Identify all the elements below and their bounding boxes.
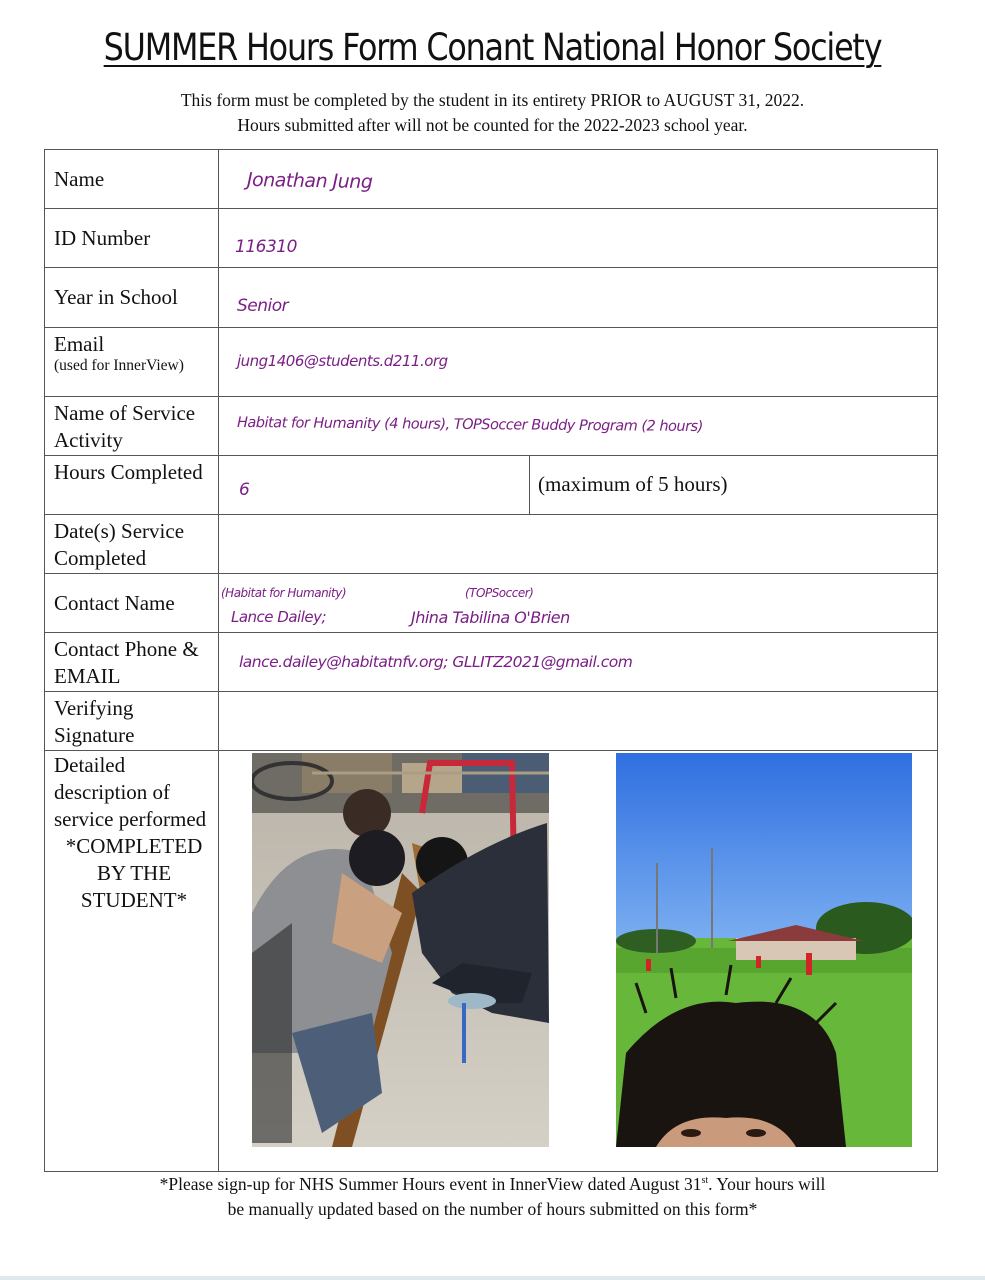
label-contact-phone: Contact Phone & EMAIL: [45, 633, 219, 692]
handwritten-contact-emails: lance.dailey@habitatnfv.org; GLLITZ2021@gmail.com: [239, 653, 633, 671]
handwritten-org-1: (Habitat for Humanity): [221, 586, 347, 600]
row-signature: [45, 692, 938, 751]
row-name: [45, 150, 938, 209]
label-id-number: ID Number: [45, 209, 219, 268]
footer-line-2: be manually updated based on the number of hours submitted on this form*: [227, 1199, 758, 1219]
field-dates[interactable]: [219, 515, 938, 574]
footer-line-1: *Please sign-up for NHS Summer Hours event in InnerView dated August 31st. Your hours will: [159, 1174, 826, 1194]
field-contact-phone[interactable]: [219, 633, 938, 692]
label-description: Detailed description of service performed *COMPLETED BY THE STUDENT*: [45, 751, 219, 1172]
instructions-line-2: Hours submitted after will not be counted for the 2022-2023 school year.: [237, 115, 748, 135]
hours-form-table: [44, 149, 938, 1172]
description-note: *COMPLETED BY THE STUDENT*: [65, 834, 203, 912]
habitat-workshop-image: [252, 753, 549, 1147]
field-name[interactable]: [219, 150, 938, 209]
max-hours-cell: [530, 456, 938, 515]
handwritten-service: Habitat for Humanity (4 hours), TOPSoccer Buddy Program (2 hours): [236, 414, 703, 436]
row-email: [45, 328, 938, 397]
label-contact-name: Contact Name: [45, 574, 219, 633]
row-hours: [45, 456, 938, 515]
email-note: (used for InnerView): [54, 357, 184, 374]
handwritten-contact-1: Lance Dailey;: [231, 608, 327, 626]
page-bottom-edge: [0, 1276, 985, 1280]
handwritten-year: Senior: [237, 296, 289, 316]
field-year[interactable]: [219, 268, 938, 328]
handwritten-contact-2: Jhina Tabilina O'Brien: [411, 608, 570, 627]
row-service: [45, 397, 938, 456]
field-hours[interactable]: [219, 456, 530, 515]
label-hours: Hours Completed: [45, 456, 219, 515]
soccer-field-image: [616, 753, 912, 1147]
label-signature: Verifying Signature: [45, 692, 219, 751]
row-dates: [45, 515, 938, 574]
row-id: [45, 209, 938, 268]
row-description: [45, 751, 938, 1172]
row-contact-name: [45, 574, 938, 633]
field-email[interactable]: [219, 328, 938, 397]
handwritten-org-2: (TOPSoccer): [465, 586, 534, 600]
soccer-field-photo: [616, 753, 912, 1147]
field-service-activity[interactable]: [219, 397, 938, 456]
handwritten-id: 116310: [235, 237, 297, 257]
label-email: Email (used for InnerView): [45, 328, 219, 397]
field-id-number[interactable]: [219, 209, 938, 268]
label-service-activity: Name of Service Activity: [45, 397, 219, 456]
label-dates: Date(s) Service Completed: [45, 515, 219, 574]
field-contact-name[interactable]: [219, 574, 938, 633]
field-description[interactable]: [219, 751, 938, 1172]
label-name: Name: [45, 150, 219, 209]
handwritten-hours: 6: [239, 480, 250, 500]
row-year: [45, 268, 938, 328]
instructions-line-1: This form must be completed by the student in its entirety PRIOR to AUGUST 31, 2022.: [180, 90, 805, 110]
habitat-workshop-photo: [252, 753, 549, 1147]
max-hours-note: (maximum of 5 hours): [538, 472, 728, 496]
handwritten-email: jung1406@students.d211.org: [237, 352, 448, 370]
label-year: Year in School: [45, 268, 219, 328]
field-signature[interactable]: [219, 692, 938, 751]
form-title: SUMMER Hours Form Conant National Honor Society: [103, 26, 882, 69]
handwritten-name: Jonathan Jung: [246, 168, 373, 194]
row-contact-phone: [45, 633, 938, 692]
